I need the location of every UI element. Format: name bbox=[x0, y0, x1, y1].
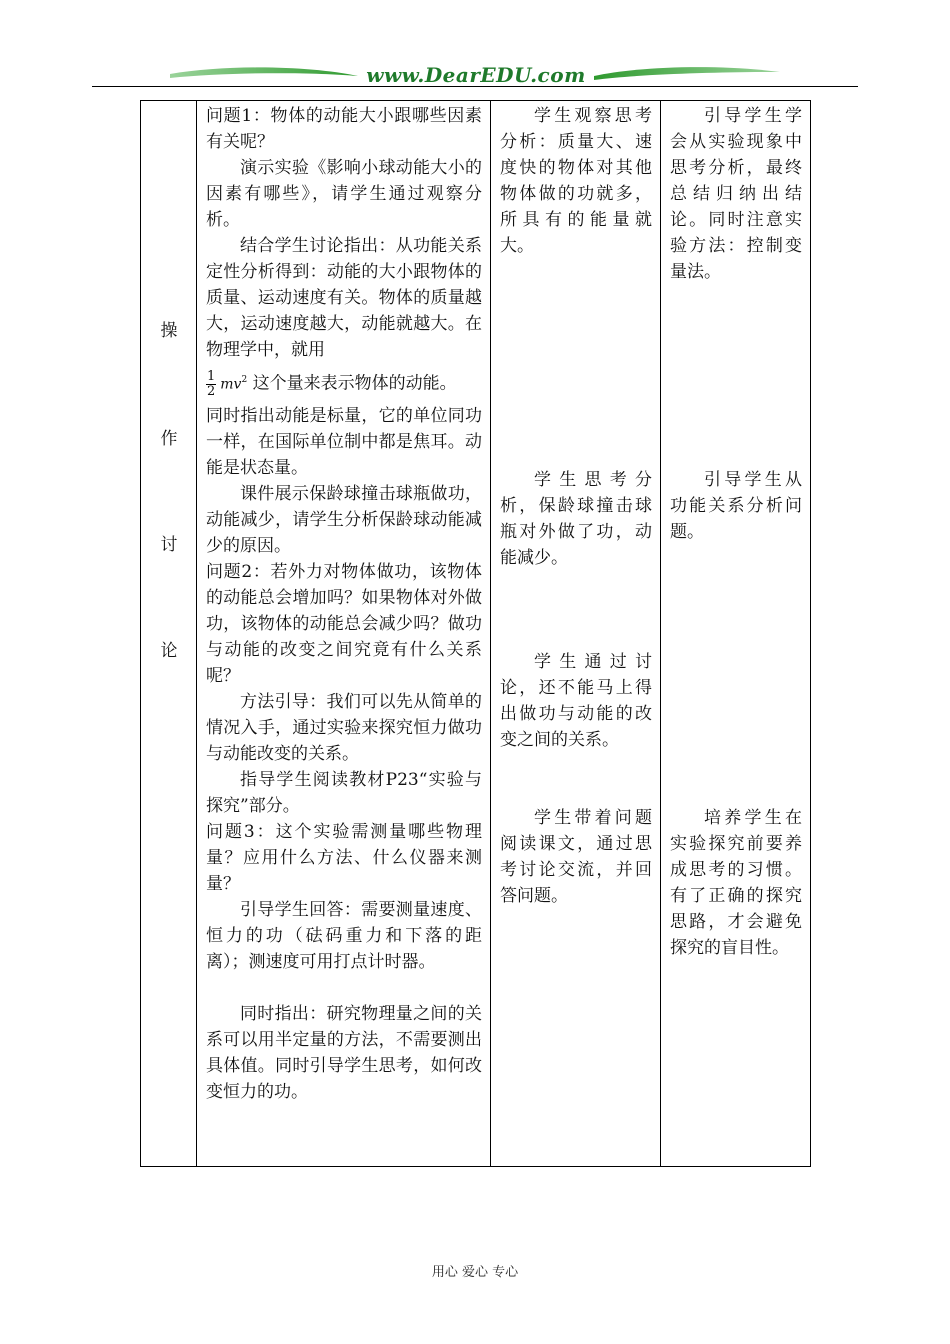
paragraph: 学生思考分析，保龄球撞击球瓶对外做了功，动能减少。 bbox=[500, 470, 652, 568]
teacher-activity-cell bbox=[197, 101, 491, 1167]
label-cell bbox=[141, 101, 197, 1167]
paragraph: 方法引导：我们可以先从简单的情况入手，通过实验来探究恒力做功与动能改变的关系。 bbox=[206, 691, 482, 764]
footer-motto: 用心 爱心 专心 bbox=[431, 1265, 519, 1280]
spacer bbox=[206, 975, 482, 1001]
row-label-char: 作 bbox=[160, 429, 178, 449]
lesson-table bbox=[140, 100, 811, 1167]
design-intent-cell bbox=[661, 101, 811, 1167]
row-label-char: 讨 bbox=[160, 535, 178, 555]
paragraph: 结合学生讨论指出：从功能关系定性分析得到：动能的大小跟物体的质量、运动速度有关。物体的质量越大，运动速度越大，动能就越大。在物理学中，就用 bbox=[206, 236, 482, 360]
paragraph: 引导学生从功能关系分析问题。 bbox=[670, 470, 802, 542]
paragraph: 问题1：物体的动能大小跟哪些因素有关呢？ bbox=[206, 106, 482, 152]
site-url: www.DearEDU.com bbox=[366, 63, 586, 87]
paragraph: 同时指出：研究物理量之间的关系可以用半定量的方法，不需要测出具体值。同时引导学生思考，如何改变恒力的功。 bbox=[206, 1003, 482, 1102]
row-label-char: 操 bbox=[160, 321, 178, 341]
paragraph: 演示实验《影响小球动能大小的因素有哪些》，请学生通过观察分析。 bbox=[206, 158, 482, 230]
header-rule bbox=[92, 86, 858, 87]
paragraph: 问题2：若外力对物体做功，该物体的动能总会增加吗？如果物体对外做功，该物体的动能总会减少吗？做功与动能的改变之间究竟有什么关系呢？ bbox=[206, 561, 482, 686]
paragraph: 学生观察思考分析：质量大、速度快的物体对其他物体做的功就多，所具有的能量就大。 bbox=[500, 106, 652, 256]
paragraph: 课件展示保龄球撞击球瓶做功，动能减少，请学生分析保龄球动能减少的原因。 bbox=[206, 483, 482, 556]
paragraph: 引导学生学会从实验现象中思考分析，最终总结归纳出结论。同时注意实验方法：控制变量法。 bbox=[670, 106, 802, 282]
paragraph: 引导学生回答：需要测量速度、恒力的功（砝码重力和下落的距离）；测速度可用打点计时器。 bbox=[206, 899, 482, 972]
paragraph: 同时指出动能是标量，它的单位同功一样，在国际单位制中都是焦耳。动能是状态量。 bbox=[206, 405, 482, 478]
formula-exponent: 2 bbox=[241, 375, 248, 385]
fraction: $\frac{1}{2}$ bbox=[207, 368, 216, 399]
paragraph: 培养学生在实验探究前要养成思考的习惯。有了正确的探究思路，才会避免探究的盲目性。 bbox=[670, 808, 802, 958]
formula-expr: mv bbox=[220, 376, 242, 393]
paragraph: 指导学生阅读教材P23“实验与探究”部分。 bbox=[206, 769, 482, 816]
paragraph: 问题3：这个实验需测量哪些物理量？应用什么方法、什么仪器来测量？ bbox=[206, 821, 482, 894]
paragraph: 学生通过讨论，还不能马上得出做功与动能的改变之间的关系。 bbox=[500, 652, 652, 750]
paragraph: 学生带着问题阅读课文，通过思考讨论交流，并回答问题。 bbox=[500, 808, 652, 906]
header-banner bbox=[170, 62, 780, 88]
row-label-char: 论 bbox=[160, 641, 178, 661]
student-activity-cell bbox=[491, 101, 661, 1167]
formula-caption: 这个量来表示物体的动能。 bbox=[252, 373, 457, 394]
formula-line bbox=[206, 367, 482, 399]
